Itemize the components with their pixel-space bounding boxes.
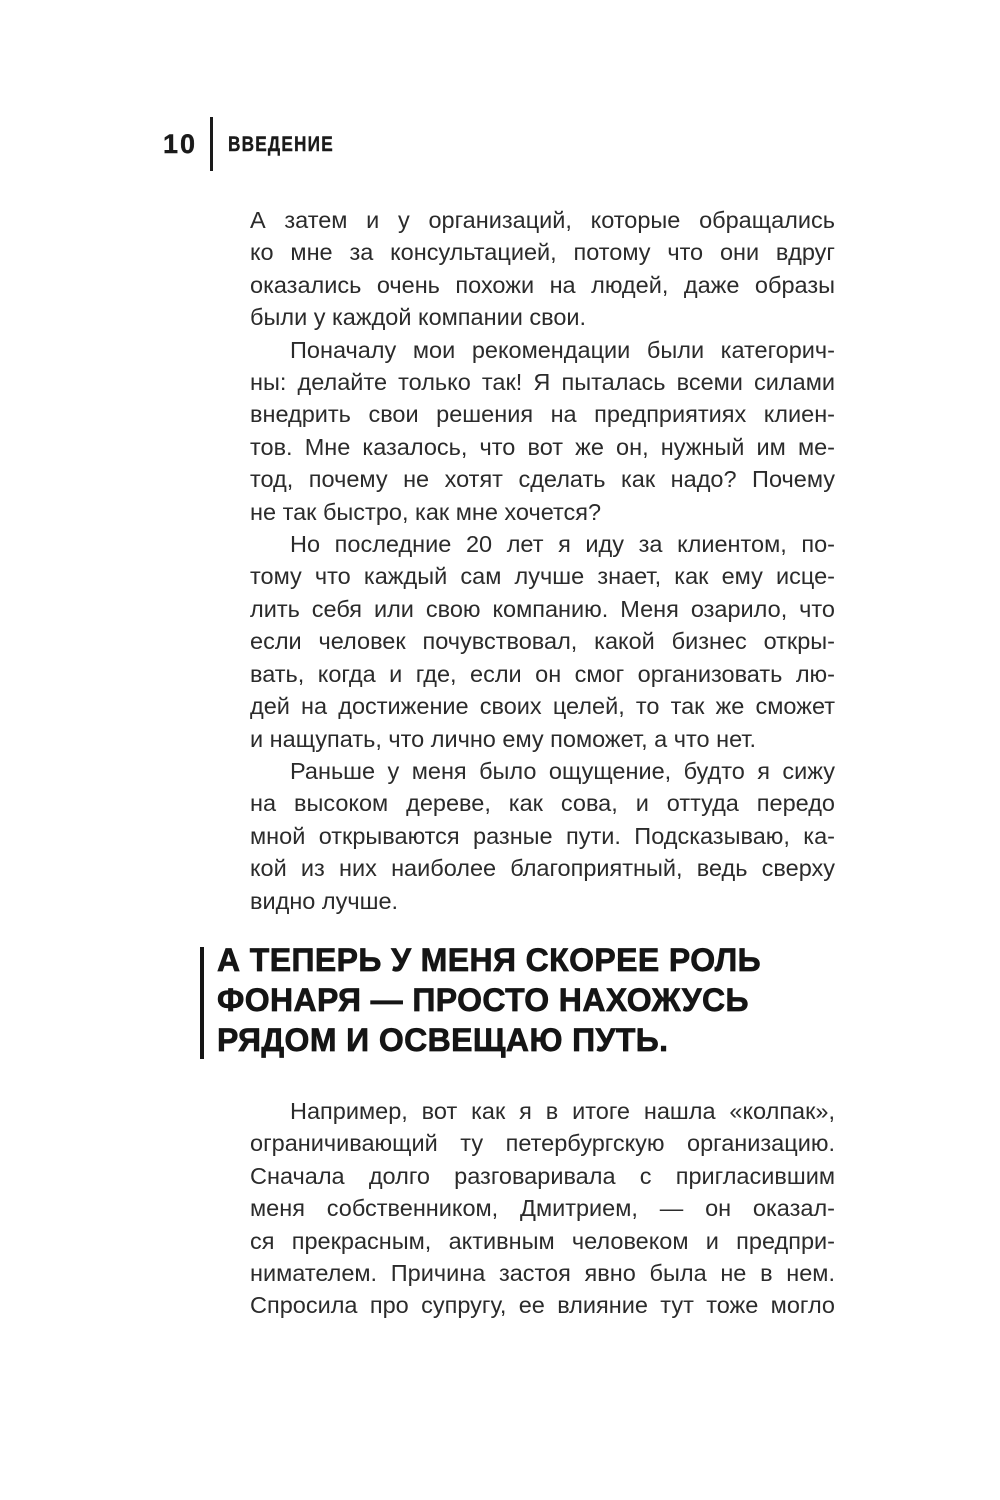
text-line: ограничивающий ту петербургскую организацию. (250, 1130, 835, 1157)
text-line: дей на достижение своих целей, то так же сможет (250, 693, 835, 720)
text-line: ны: делайте только так! Я пыталась всеми силами (250, 369, 835, 396)
text-line: Спросила про супругу, ее влияние тут тоже могло (250, 1292, 835, 1319)
text-line: мной открываются разные пути. Подсказываю, ка- (250, 822, 835, 849)
text-line: тод, почему не хотят сделать как надо? Почему (250, 466, 835, 493)
text-line: Раньше у меня было ощущение, будто я сижу (290, 757, 835, 784)
text-line: внедрить свои решения на предприятиях клиен- (250, 401, 835, 428)
text-line: ся прекрасным, активным человеком и предпри- (250, 1227, 835, 1254)
heading-accent-bar (200, 947, 204, 1059)
text-line: Например, вот как я в итоге нашла «колпак», (290, 1098, 835, 1124)
text-line: А затем и у организаций, которые обращались (250, 207, 835, 233)
page-number: 10 (163, 128, 198, 159)
text-line: оказались очень похожи на людей, даже образы (250, 271, 835, 298)
text-line: лить себя или свою компанию. Меня озарило, что (250, 595, 835, 622)
paragraph (250, 334, 835, 528)
header-divider-rule (210, 117, 213, 171)
text-line: на высоком дереве, как сова, и оттуда передо (250, 790, 835, 817)
body-text-bottom (250, 1095, 835, 1322)
section-title: ВВЕДЕНИЕ (228, 131, 334, 156)
body-text-top (250, 204, 835, 917)
pull-quote-line: А ТЕПЕРЬ У МЕНЯ СКОРЕЕ РОЛЬ (217, 942, 761, 978)
text-line: ко мне за консультацией, потому что они вдруг (250, 239, 835, 266)
running-head (163, 117, 360, 171)
pull-quote-line: ФОНАРЯ — ПРОСТО НАХОЖУСЬ (217, 982, 749, 1018)
text-line: тов. Мне казалось, что вот же он, нужный им ме- (250, 433, 835, 460)
text-line: и нащупать, что лично ему поможет, а что нет. (250, 725, 757, 752)
pull-quote-heading (200, 940, 880, 1060)
text-line: если человек почувствовал, какой бизнес откры- (250, 628, 835, 655)
text-line: Но последние 20 лет я иду за клиентом, по- (290, 531, 835, 558)
text-line: не так быстро, как мне хочется? (250, 498, 602, 525)
text-line: меня собственником, Дмитрием, — он оказал- (250, 1195, 835, 1222)
text-line: кой из них наиболее благоприятный, ведь сверху (250, 855, 835, 882)
pull-quote-text (217, 940, 880, 1060)
pull-quote-line: РЯДОМ И ОСВЕЩАЮ ПУТЬ. (217, 1022, 669, 1058)
text-line: были у каждой компании свои. (250, 304, 587, 331)
text-line: видно лучше. (250, 887, 399, 914)
paragraph (250, 755, 835, 917)
text-line: Сначала долго разговаривала с пригласившим (250, 1162, 835, 1189)
paragraph (250, 528, 835, 755)
text-line: тому что каждый сам лучше знает, как ему исце- (250, 563, 835, 590)
paragraph (250, 1095, 835, 1322)
text-line: Поначалу мои рекомендации были категорич- (290, 336, 835, 363)
text-line: нимателем. Причина застоя явно была не в нем. (250, 1260, 835, 1287)
paragraph (250, 204, 835, 334)
text-line: вать, когда и где, если он смог организовать лю- (250, 660, 835, 687)
